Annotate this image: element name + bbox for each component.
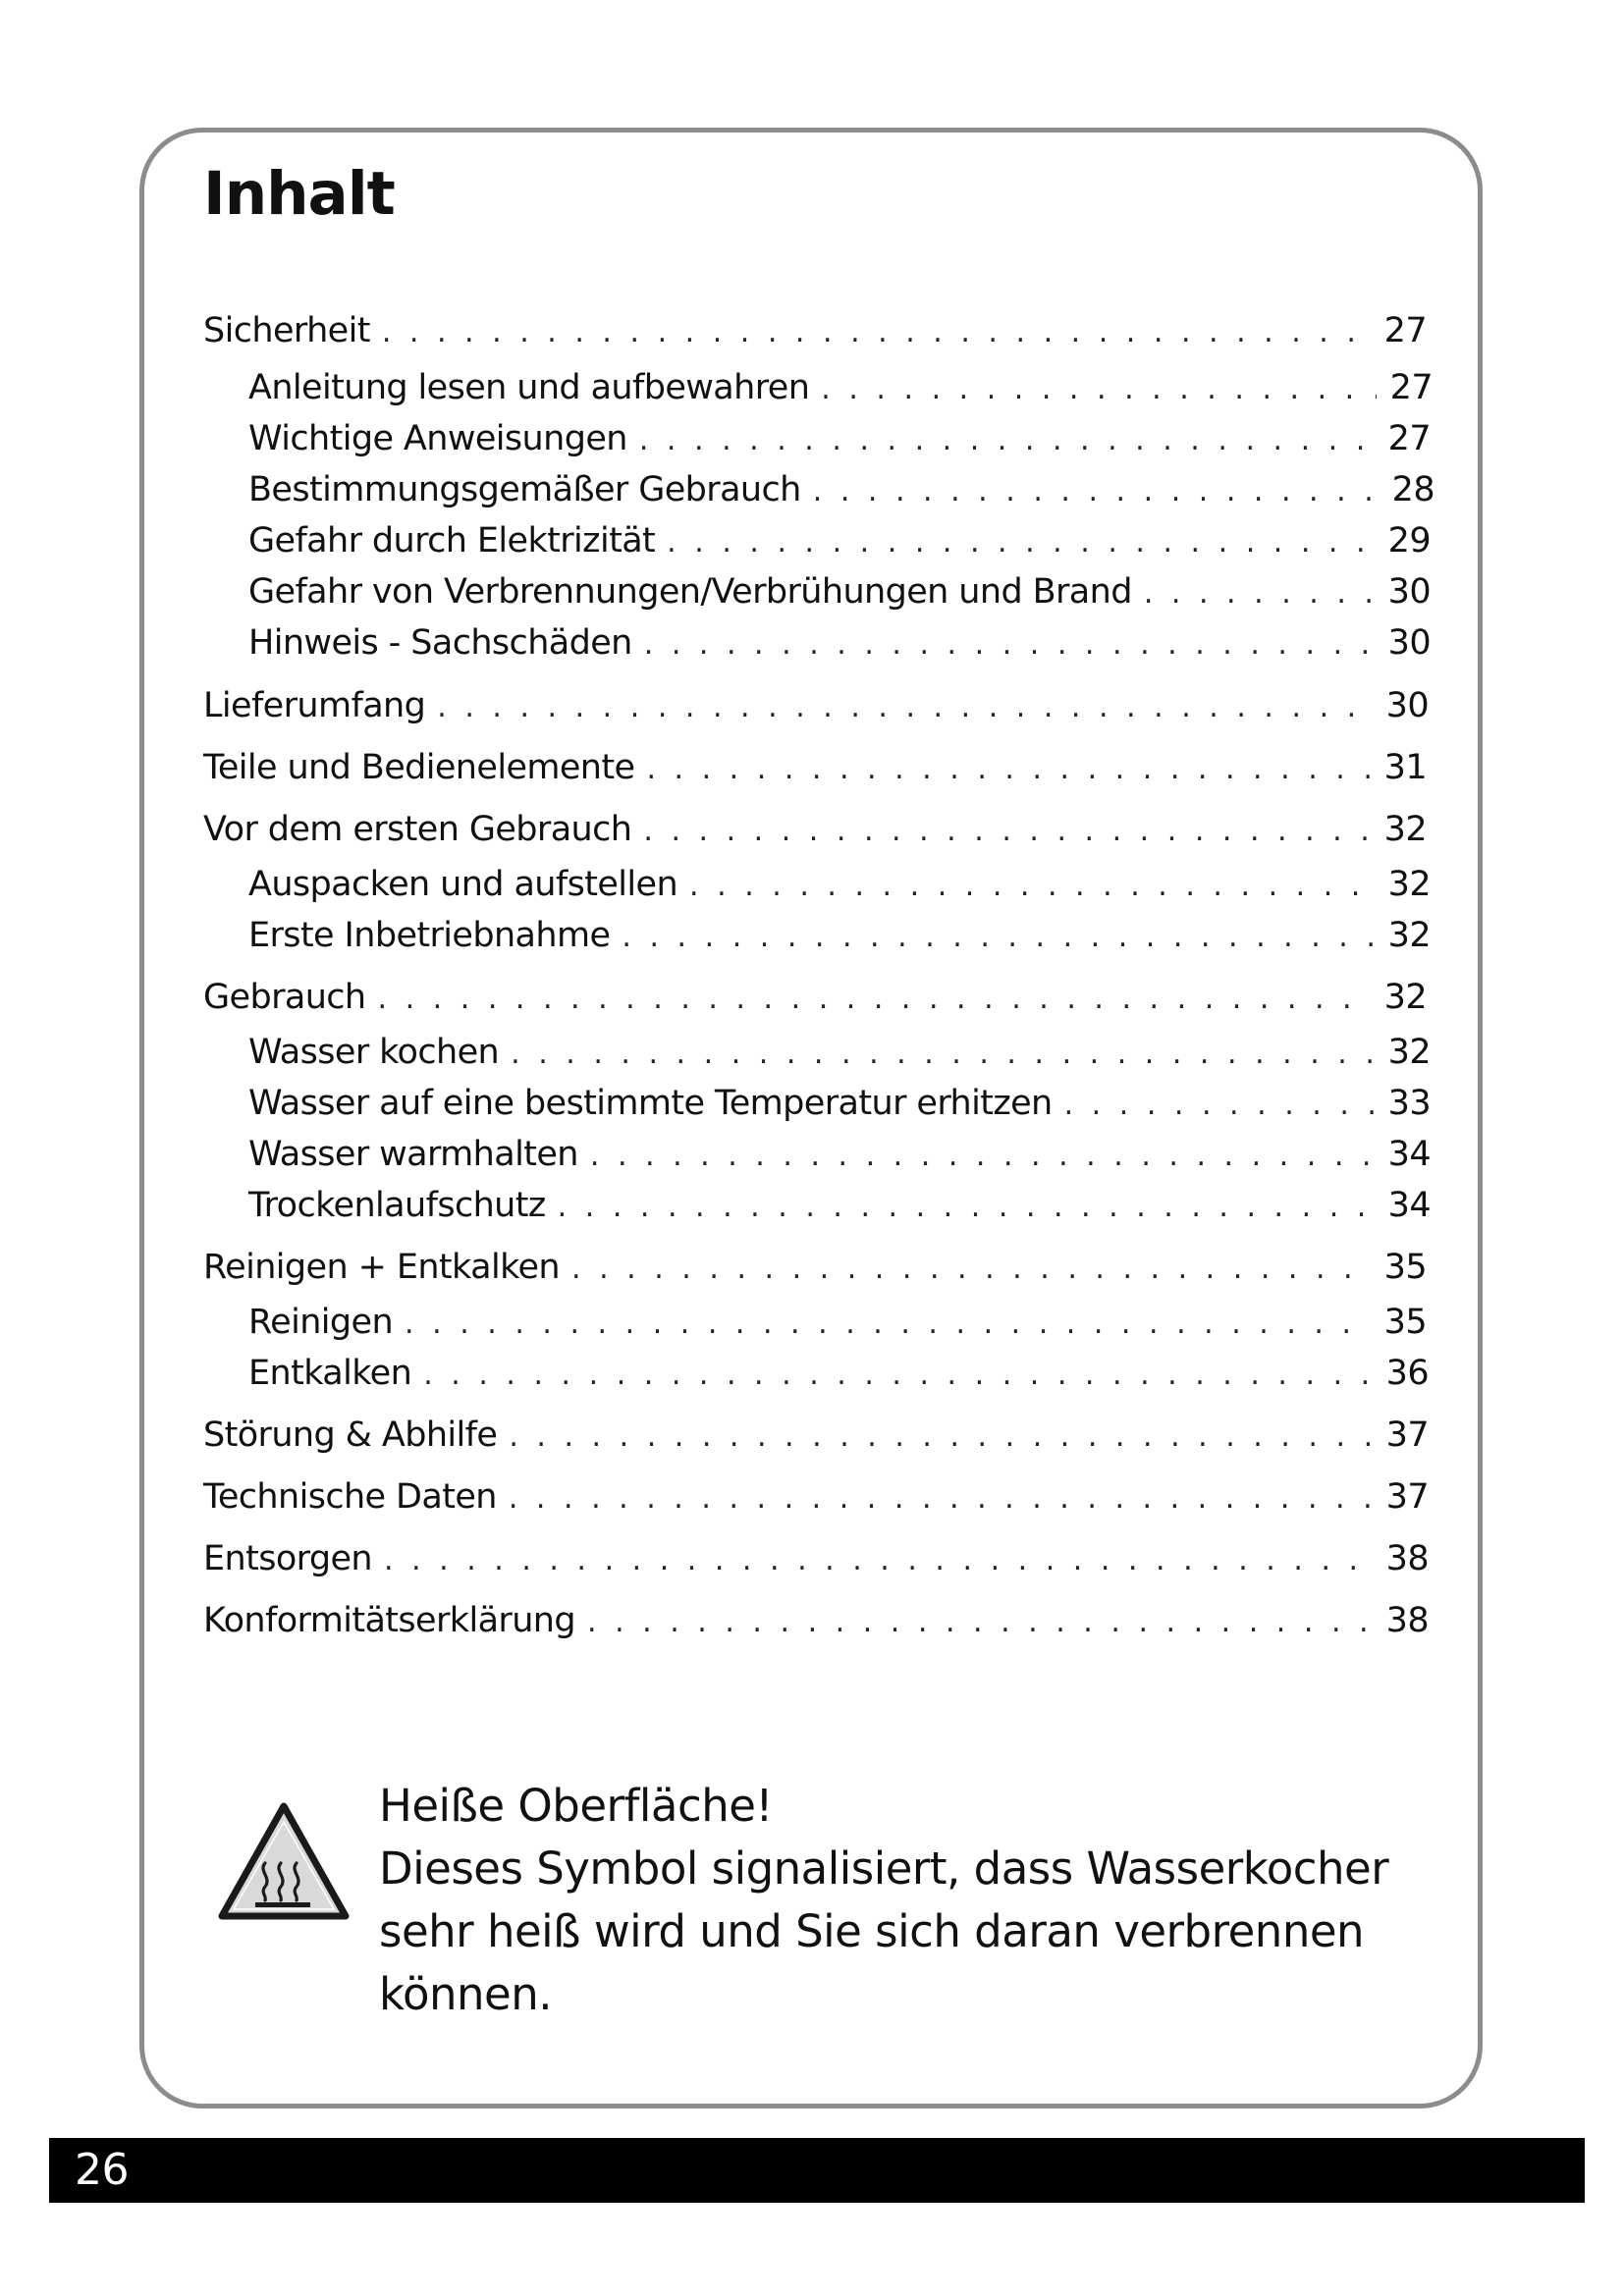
dot-leader: [384, 1538, 1373, 1583]
toc-entry-label: Entsorgen: [203, 1539, 372, 1578]
toc-entry-label: Reinigen + Entkalken: [203, 1248, 561, 1287]
toc-entry-wasser-kochen[interactable]: [248, 1030, 1431, 1075]
toc-entry-label: Wasser kochen: [248, 1033, 500, 1072]
toc-entry-erste-inbetriebnahme[interactable]: [248, 913, 1431, 958]
dot-leader: [689, 864, 1375, 909]
toc-entry-label: Anleitung lesen und aufbewahren: [248, 368, 810, 407]
dot-leader: [643, 809, 1370, 854]
toc-entry-label: Vor dem ersten Gebrauch: [203, 810, 632, 849]
dot-leader: [622, 915, 1374, 960]
toc-entry-wichtige-anweisungen[interactable]: [248, 416, 1431, 461]
toc-entry-label: Gefahr durch Elektrizität: [248, 521, 656, 561]
footer-bar: [49, 2138, 1585, 2203]
toc-entry-page: 32: [1383, 810, 1427, 849]
toc-entry-page: 34: [1387, 1135, 1431, 1174]
dot-leader: [511, 1032, 1375, 1077]
toc-entry-page: 34: [1387, 1186, 1431, 1225]
toc-entry-entsorgen[interactable]: [203, 1536, 1429, 1581]
toc-entry-gebrauch[interactable]: [203, 975, 1427, 1020]
toc-entry-page: 29: [1387, 521, 1431, 561]
warning-heading: Heiße Oberfläche!: [379, 1780, 773, 1832]
dot-leader: [558, 1185, 1375, 1230]
toc-entry-page: 28: [1391, 470, 1435, 509]
toc-entry-label: Gefahr von Verbrennungen/Verbrühungen und Brand: [248, 572, 1132, 612]
toc-entry-anleitung[interactable]: [248, 365, 1433, 410]
toc-entry-label: Hinweis - Sachschäden: [248, 623, 632, 663]
toc-entry-page: 35: [1383, 1248, 1427, 1287]
toc-entry-bestimmungsgemaesser-gebrauch[interactable]: [248, 467, 1435, 512]
dot-leader: [644, 622, 1375, 667]
toc-entry-label: Erste Inbetriebnahme: [248, 916, 611, 955]
toc-entry-label: Bestimmungsgemäßer Gebrauch: [248, 470, 801, 509]
toc-entry-page: 27: [1389, 368, 1433, 407]
toc-entry-hinweis-sachschaeden[interactable]: [248, 620, 1431, 666]
toc-entry-label: Wasser warmhalten: [248, 1135, 578, 1174]
toc-entry-gefahr-elektrizitaet[interactable]: [248, 518, 1431, 563]
dot-leader: [571, 1247, 1371, 1292]
toc-entry-page: 35: [1383, 1303, 1427, 1342]
toc-entry-konformitaetserklaerung[interactable]: [203, 1598, 1429, 1643]
toc-entry-gefahr-verbrennungen[interactable]: [248, 569, 1431, 614]
dot-leader: [423, 1353, 1372, 1398]
dot-leader: [639, 418, 1375, 463]
toc-entry-label: Sicherheit: [203, 311, 370, 350]
warning-line: sehr heiß wird und Sie sich daran verbrennen: [379, 1905, 1365, 1957]
toc-entry-page: 38: [1385, 1601, 1429, 1640]
toc-entry-label: Auspacken und aufstellen: [248, 865, 678, 904]
toc-entry-page: 37: [1385, 1415, 1429, 1455]
dot-leader: [590, 1134, 1375, 1179]
toc-entry-wasser-temperatur[interactable]: [248, 1081, 1431, 1126]
hot-surface-warning-text: [379, 1775, 1459, 2026]
dot-leader: [587, 1600, 1373, 1645]
toc-entry-page: 32: [1387, 865, 1431, 904]
toc-entry-stoerung-abhilfe[interactable]: [203, 1413, 1429, 1458]
page-title: Inhalt: [203, 159, 395, 229]
toc-entry-page: 27: [1387, 419, 1431, 458]
toc-entry-teile-bedienelemente[interactable]: [203, 745, 1427, 790]
dot-leader: [1064, 1083, 1375, 1128]
dot-leader: [437, 685, 1372, 730]
toc-entry-entkalken[interactable]: [248, 1351, 1429, 1396]
toc-entry-page: 38: [1385, 1539, 1429, 1578]
toc-entry-wasser-warmhalten[interactable]: [248, 1132, 1431, 1177]
toc-entry-label: Reinigen: [248, 1303, 394, 1342]
toc-entry-label: Trockenlaufschutz: [248, 1186, 546, 1225]
toc-entry-page: 30: [1385, 686, 1429, 725]
dot-leader: [813, 469, 1379, 514]
toc-entry-label: Entkalken: [248, 1354, 412, 1393]
toc-entry-reinigen-entkalken[interactable]: [203, 1245, 1427, 1290]
toc-entry-label: Konformitätserklärung: [203, 1601, 575, 1640]
toc-entry-label: Teile und Bedienelemente: [203, 748, 635, 787]
toc-entry-label: Technische Daten: [203, 1477, 497, 1517]
toc-entry-vor-dem-ersten-gebrauch[interactable]: [203, 807, 1427, 852]
toc-entry-page: 33: [1387, 1084, 1431, 1123]
dot-leader: [405, 1302, 1371, 1347]
dot-leader: [667, 520, 1374, 565]
toc-entry-sicherheit[interactable]: [203, 308, 1427, 353]
dot-leader: [821, 367, 1376, 412]
dot-leader: [1144, 571, 1375, 616]
dot-leader: [646, 747, 1370, 792]
toc-entry-page: 32: [1387, 916, 1431, 955]
toc-entry-label: Gebrauch: [203, 978, 366, 1017]
toc-entry-label: Lieferumfang: [203, 686, 426, 725]
toc-entry-page: 32: [1383, 978, 1427, 1017]
toc-entry-label: Wasser auf eine bestimmte Temperatur erhitzen: [248, 1084, 1053, 1123]
toc-entry-lieferumfang[interactable]: [203, 683, 1429, 728]
toc-entry-page: 30: [1387, 572, 1431, 612]
toc-entry-auspacken-aufstellen[interactable]: [248, 862, 1431, 907]
hot-surface-warning-icon: [216, 1800, 352, 1926]
warning-line: Dieses Symbol signalisiert, dass Wasserkocher: [379, 1842, 1389, 1895]
page-number: 26: [75, 2145, 129, 2195]
toc-entry-label: Wichtige Anweisungen: [248, 419, 627, 458]
warning-line: können.: [379, 1968, 553, 2020]
toc-entry-page: 27: [1383, 311, 1427, 350]
toc-entry-reinigen[interactable]: [248, 1300, 1427, 1345]
toc-entry-page: 30: [1387, 623, 1431, 663]
toc-entry-technische-daten[interactable]: [203, 1474, 1429, 1520]
dot-leader: [382, 310, 1371, 355]
toc-entry-page: 32: [1387, 1033, 1431, 1072]
toc-entry-page: 37: [1385, 1477, 1429, 1517]
dot-leader: [509, 1476, 1373, 1522]
toc-entry-page: 36: [1385, 1354, 1429, 1393]
dot-leader: [378, 977, 1371, 1022]
dot-leader: [509, 1415, 1372, 1460]
toc-entry-label: Störung & Abhilfe: [203, 1415, 498, 1455]
toc-entry-page: 31: [1383, 748, 1427, 787]
toc-entry-trockenlaufschutz[interactable]: [248, 1183, 1431, 1228]
